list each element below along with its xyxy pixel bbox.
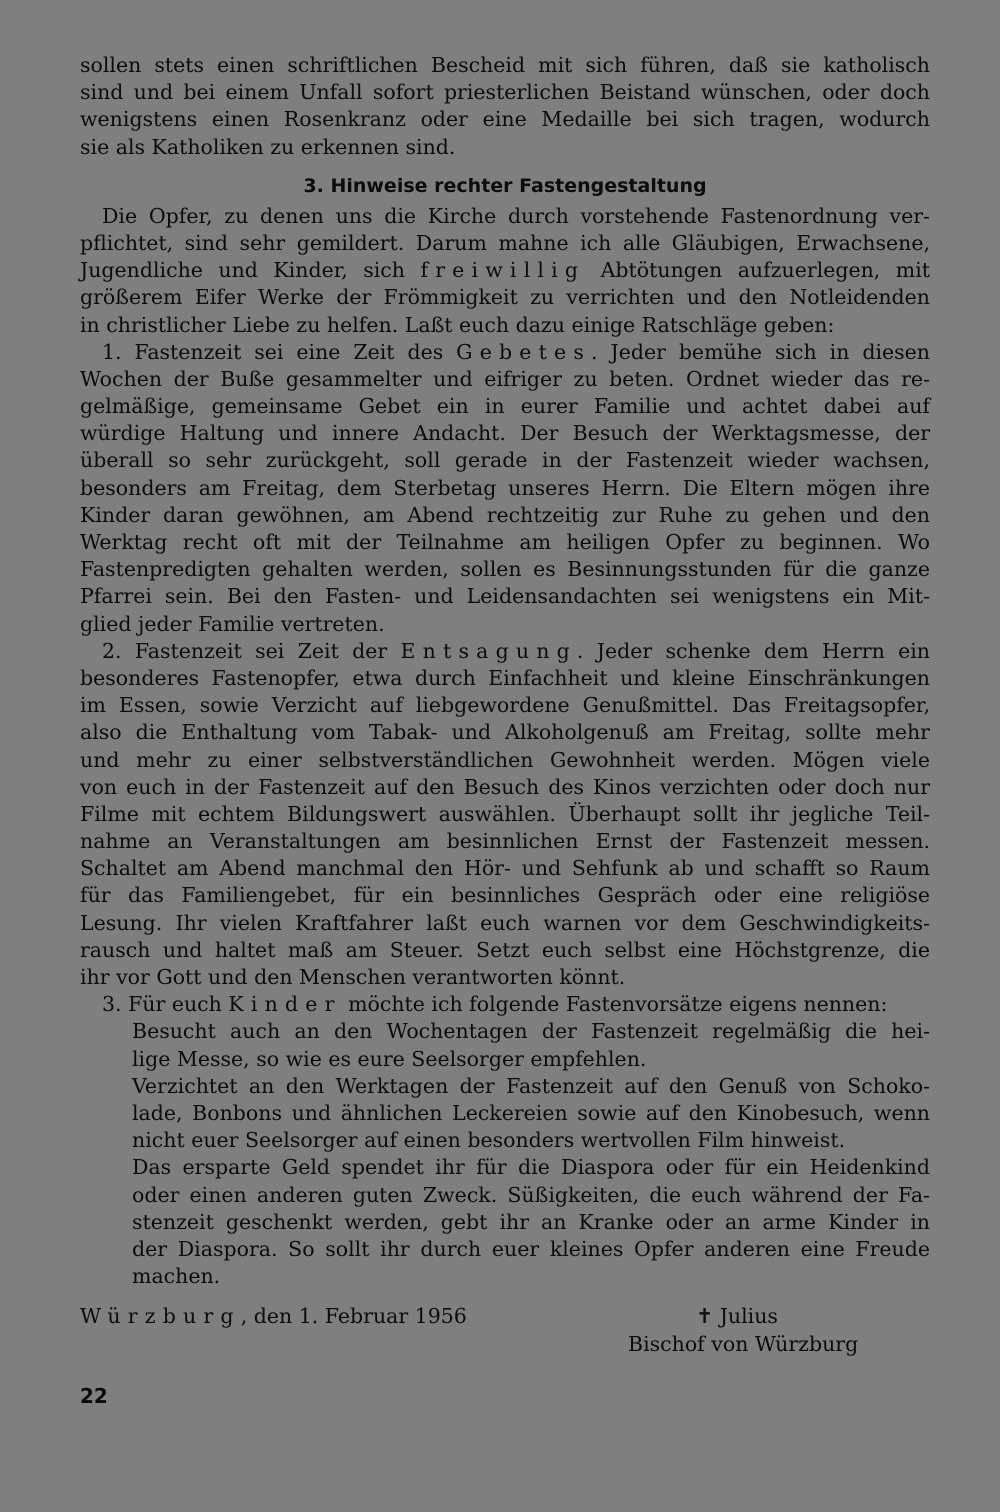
text-line bbox=[80, 747, 930, 774]
document-page bbox=[80, 52, 930, 1290]
text-line: nicht euer Seelsorger auf einen besonders wertvollen Film hinweist. bbox=[132, 1128, 846, 1153]
page-number: 22 bbox=[80, 1384, 108, 1408]
text-line bbox=[80, 529, 930, 556]
text-run: 2. Fastenzeit sei Zeit der bbox=[102, 638, 401, 663]
text-run: überall so sehr zurückgeht, soll gerade in der Fastenzeit wieder wachsen, bbox=[80, 448, 930, 473]
text-run: ihr vor Gott und den Menschen verantworten könnt. bbox=[80, 965, 626, 989]
text-line bbox=[80, 855, 930, 882]
text-line bbox=[80, 257, 930, 284]
text-line bbox=[80, 611, 930, 638]
list-item-prayer bbox=[80, 339, 930, 638]
text-line bbox=[80, 502, 930, 529]
text-run: Abtötungen aufzuerlegen, mit bbox=[585, 258, 930, 283]
text-run: Die Opfer, zu denen uns die Kirche durch vorstehende Fastenordnung ver- bbox=[102, 203, 930, 228]
text-line bbox=[80, 230, 930, 257]
bishop-signature bbox=[628, 1302, 928, 1358]
text-line bbox=[80, 284, 930, 311]
text-line bbox=[80, 882, 930, 909]
list-item-renunciation bbox=[80, 638, 930, 991]
bishop-name: ✝ Julius bbox=[696, 1304, 778, 1328]
text-line bbox=[80, 692, 930, 719]
text-line bbox=[80, 583, 930, 610]
text-run: . Jeder bemühe sich in diesen bbox=[591, 339, 930, 364]
text-run: Pfarrei sein. Bei den Fasten- und Leidensandachten sei wenigstens ein Mit- bbox=[80, 584, 930, 609]
text-line bbox=[80, 420, 930, 447]
text-line bbox=[80, 991, 930, 1018]
text-line bbox=[80, 910, 930, 937]
text-run: von euch in der Fastenzeit auf den Besuch des Kinos verzichten oder doch nur bbox=[80, 774, 930, 799]
text-run: Filme mit echtem Bildungswert auswählen. Überhaupt sollt ihr jegliche Teil- bbox=[80, 801, 930, 826]
text-line: machen. bbox=[132, 1264, 221, 1289]
text-run: würdige Haltung und innere Andacht. Der Besuch der Werktagsmesse, der bbox=[80, 421, 930, 446]
text-line bbox=[80, 556, 930, 583]
text-run: Kinder daran gewöhnen, am Abend rechtzeitig zur Ruhe zu gehen und den bbox=[80, 502, 930, 527]
text-line bbox=[80, 828, 930, 855]
text-line: der Diaspora. So sollt ihr durch euer kleines Opfer anderen eine Freude bbox=[132, 1236, 930, 1261]
text-line bbox=[80, 203, 930, 230]
text-line: sind und bei einem Unfall sofort priesterlichen Beistand wünschen, oder doch bbox=[80, 80, 930, 105]
text-line: wenigstens einen Rosenkranz oder eine Medaille bei sich tragen, wodurch bbox=[80, 107, 930, 132]
text-line: Verzichtet an den Werktagen der Fastenzeit auf den Genuß von Schoko- bbox=[132, 1073, 930, 1098]
text-line bbox=[80, 312, 930, 339]
signature-block bbox=[80, 1302, 930, 1362]
text-run: besonderes Fastenopfer, etwa durch Einfachheit und kleine Einschränkungen bbox=[80, 665, 930, 690]
text-line bbox=[80, 475, 930, 502]
emphasized-word: Kinder bbox=[228, 992, 342, 1017]
text-run: glied jeder Familie vertreten. bbox=[80, 611, 385, 636]
text-run: Fastenpredigten gehalten werden, sollen es Besinnungsstunden für die ganze bbox=[80, 557, 930, 582]
text-line bbox=[80, 447, 930, 474]
text-run: im Essen, sowie Verzicht auf liebgewordene Genußmittel. Das Freitagsopfer, bbox=[80, 693, 930, 718]
text-run: möchte ich folgende Fastenvorsätze eigens nennen: bbox=[341, 992, 888, 1017]
text-line bbox=[80, 393, 930, 420]
place-date bbox=[80, 1302, 467, 1330]
text-line: sie als Katholiken zu erkennen sind. bbox=[80, 134, 456, 159]
text-run: größerem Eifer Werke der Frömmigkeit zu verrichten und den Notleidenden bbox=[80, 285, 930, 310]
text-run: gelmäßige, gemeinsame Gebet ein in eurer Familie und achtet dabei auf bbox=[80, 394, 930, 419]
date-text: , den 1. Februar 1956 bbox=[240, 1304, 467, 1328]
list-item-children bbox=[80, 991, 930, 1290]
section-heading: 3. Hinweise rechter Fastengestaltung bbox=[303, 174, 707, 197]
text-run: für das Familiengebet, für ein besinnliches Gespräch oder eine religiöse bbox=[80, 883, 930, 908]
text-run: 3. Für euch bbox=[102, 992, 229, 1017]
text-run: Schaltet am Abend manchmal den Hör- und Sehfunk ab und schafft so Raum bbox=[80, 856, 930, 881]
text-line bbox=[80, 719, 930, 746]
text-run: also die Enthaltung vom Tabak- und Alkoholgenuß am Freitag, sollte mehr bbox=[80, 720, 930, 745]
text-run: . Jeder schenke dem Herrn ein bbox=[576, 638, 930, 663]
text-line: lade, Bonbons und ähnlichen Leckereien sowie auf den Kinobesuch, wenn bbox=[132, 1100, 930, 1125]
text-line bbox=[80, 665, 930, 692]
emphasized-word: Entsagung bbox=[400, 638, 577, 663]
text-run: nahme an Veranstaltungen am besinnlichen Ernst der Fastenzeit messen. bbox=[80, 829, 930, 854]
intro-paragraph bbox=[80, 52, 930, 161]
text-line bbox=[80, 801, 930, 828]
text-line bbox=[80, 774, 930, 801]
text-run: in christlicher Liebe zu helfen. Laßt euch dazu einige Ratschläge geben: bbox=[80, 312, 835, 337]
text-line: Das ersparte Geld spendet ihr für die Diaspora oder für ein Heidenkind bbox=[132, 1155, 930, 1180]
place-name: Würzburg bbox=[80, 1304, 241, 1328]
text-run: Jugendliche und Kinder, sich bbox=[80, 258, 421, 283]
text-line: lige Messe, so wie es eure Seelsorger empfehlen. bbox=[132, 1046, 647, 1071]
emphasized-word: freiwillig bbox=[420, 258, 586, 283]
text-run: Wochen der Buße gesammelter und eifriger zu beten. Ordnet wieder das re- bbox=[80, 366, 930, 391]
text-line bbox=[80, 366, 930, 393]
text-line: oder einen anderen guten Zweck. Süßigkeiten, die euch während der Fa- bbox=[132, 1182, 930, 1207]
emphasized-word: Gebetes bbox=[456, 339, 592, 364]
text-run: Lesung. Ihr vielen Kraftfahrer laßt euch warnen vor dem Geschwindigkeits- bbox=[80, 910, 930, 935]
text-run: Werktag recht oft mit der Teilnahme am heiligen Opfer zu beginnen. Wo bbox=[80, 530, 930, 554]
text-line: Besucht auch an den Wochentagen der Fastenzeit regelmäßig die hei- bbox=[132, 1019, 930, 1044]
text-line: sollen stets einen schriftlichen Bescheid mit sich führen, daß sie katholisch bbox=[80, 53, 930, 77]
text-run: und mehr zu einer selbstverständlichen Gewohnheit werden. Mögen viele bbox=[80, 747, 930, 772]
text-run: besonders am Freitag, dem Sterbetag unseres Herrn. Die Eltern mögen ihre bbox=[80, 475, 930, 500]
bishop-title: Bischof von Würzburg bbox=[628, 1332, 859, 1356]
text-line bbox=[80, 638, 930, 665]
section-intro-paragraph bbox=[80, 203, 930, 339]
text-line bbox=[80, 964, 930, 991]
text-line: stenzeit geschenkt werden, gebt ihr an Kranke oder an arme Kinder in bbox=[132, 1209, 930, 1234]
text-line bbox=[80, 339, 930, 366]
text-line bbox=[80, 937, 930, 964]
text-run: rausch und haltet maß am Steuer. Setzt euch selbst eine Höchstgrenze, die bbox=[80, 937, 930, 962]
text-run: pflichtet, sind sehr gemildert. Darum mahne ich alle Gläubigen, Erwachsene, bbox=[80, 230, 930, 255]
text-run: 1. Fastenzeit sei eine Zeit des bbox=[102, 339, 457, 364]
